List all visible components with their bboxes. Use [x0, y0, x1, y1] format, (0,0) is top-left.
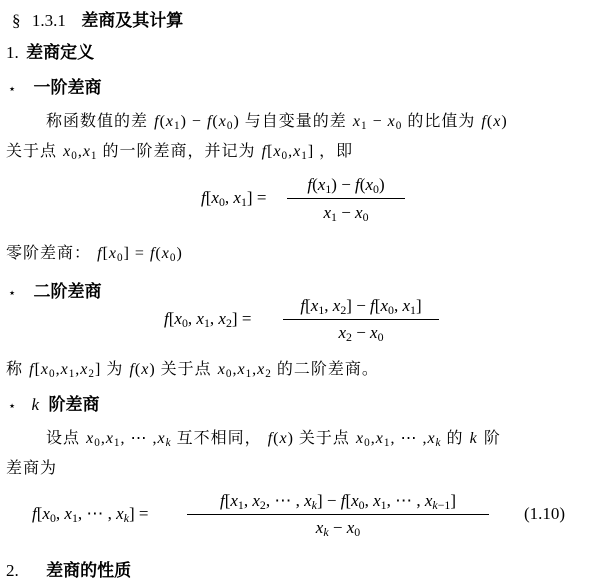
text-segment: 的一阶差商，并记为 — [102, 141, 256, 160]
text-segment: 为 — [106, 359, 124, 378]
formula-notation: $f[x_0,x_1]$ — [261, 143, 315, 162]
formula-notation: $f[x_0,x_1,x_2]$ — [29, 361, 102, 380]
text-segment: 阶 — [483, 428, 501, 447]
formula-points: $x_0,x_1,x_2$ — [217, 361, 272, 380]
second-order-equation-lhs: $f[x_0$, $x_1$, $x_2$] = — [164, 309, 252, 330]
text-segment: 称 — [6, 359, 24, 378]
subsection-number: 2. — [6, 561, 19, 580]
formula-points: $x_0,x_1$, ⋯ $,x_k$ — [86, 430, 172, 449]
kth-order-fraction — [187, 491, 489, 541]
text-segment: 差商为 — [6, 458, 58, 477]
text-segment: 设点 — [46, 428, 81, 447]
subsection-title: 差商定义 — [26, 43, 95, 63]
formula-points: $x_0,x_1$, ⋯ $,x_k$ — [356, 430, 442, 449]
fraction-denominator: $x_1 - x_0$ — [323, 203, 369, 224]
second-order-paragraph — [6, 356, 379, 379]
fraction-numerator: $f[x_1$, $x_2$, ⋯ , $x_k] - f[x_0$, $x_1$, ⋯ , $x_{k-1}$] — [219, 491, 457, 512]
fraction-numerator: $f[x_1$, $x_2] - f[x_0$, $x_1$] — [300, 296, 422, 317]
second-order-title: 二阶差商 — [33, 282, 102, 302]
formula-fx: f(x) — [481, 113, 508, 130]
first-order-paragraph-line2 — [6, 138, 353, 161]
first-order-fraction — [287, 175, 405, 227]
text-segment: 称函数值的差 — [46, 111, 149, 130]
first-order-title: 一阶差商 — [33, 78, 102, 98]
section-title: 差商及其计算 — [81, 11, 184, 31]
text-segment: 的比值为 — [407, 111, 476, 130]
text-segment: ，即 — [319, 141, 354, 160]
zero-order-line — [6, 240, 183, 263]
formula-diff-values: $f(x_1) - f(x_0)$ — [154, 113, 240, 132]
second-order-fraction — [283, 296, 439, 346]
kth-order-equation-lhs: $f[x_0$, $x_1$, ⋯ , $x_k$] = — [32, 504, 149, 525]
star-icon: ⋆ — [8, 286, 17, 301]
text-segment: 的 — [446, 428, 464, 447]
formula-k: k — [469, 430, 478, 447]
star-icon: ⋆ — [8, 82, 17, 97]
fraction-bar — [287, 198, 405, 199]
first-order-heading — [8, 73, 102, 98]
text-segment: 关于点 — [6, 141, 58, 160]
fraction-numerator: $f(x_1) - f(x_0)$ — [307, 175, 385, 196]
section-heading — [12, 6, 183, 31]
section-symbol: § — [12, 11, 21, 30]
kth-order-title: 阶差商 — [48, 395, 100, 415]
text-segment: 关于点 — [160, 359, 212, 378]
subsection-heading-properties — [6, 556, 131, 581]
fraction-bar — [283, 319, 439, 320]
text-segment: 与自变量的差 — [244, 111, 347, 130]
text-segment: 互不相同， — [176, 428, 262, 447]
kth-order-paragraph-line2 — [6, 455, 57, 478]
subsection-title: 差商的性质 — [46, 561, 132, 581]
text-segment: 的二阶差商。 — [276, 359, 379, 378]
formula-zero-order: $f[x_0] = f(x_0)$ — [97, 245, 183, 264]
kth-order-k: k — [31, 395, 40, 414]
first-order-equation-lhs: $f[x_0$, $x_1$] = — [201, 188, 267, 209]
fraction-denominator: $x_2 - x_0$ — [338, 323, 384, 344]
formula-diff-vars: $x_1 - x_0$ — [352, 113, 403, 132]
formula-fx: f(x) — [129, 361, 156, 378]
text-segment: 关于点 — [298, 428, 350, 447]
zero-order-label: 零阶差商： — [6, 243, 92, 262]
section-number: 1.3.1 — [31, 11, 66, 30]
formula-points: $x_0,x_1$ — [63, 143, 98, 162]
subsection-heading-definition — [6, 38, 94, 63]
star-icon: ⋆ — [8, 399, 17, 414]
fraction-denominator: $x_k - x_0$ — [315, 518, 361, 539]
kth-order-paragraph-line1 — [46, 425, 501, 448]
fraction-bar — [187, 514, 489, 515]
kth-order-heading — [8, 390, 100, 415]
subsection-number: 1. — [6, 43, 19, 62]
formula-fx: f(x) — [267, 430, 294, 447]
first-order-paragraph-line1 — [46, 108, 508, 131]
second-order-heading — [8, 277, 102, 302]
equation-number: (1.10) — [524, 504, 566, 523]
